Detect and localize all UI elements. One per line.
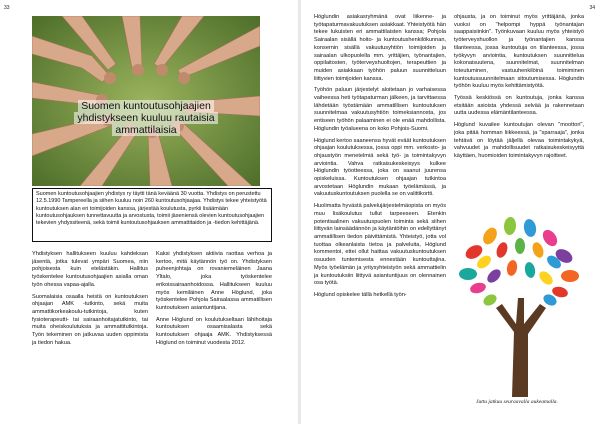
paragraph: Työssä keskiössä on kuntoutuja, jonka kanssa etsitään asioista yhdessä selvää ja rakennetaan uutta uudessa elämäntilanteessa.	[454, 95, 584, 117]
paragraph: Höglund opiskelee tällä hetkellä työn-	[314, 291, 407, 298]
left-page	[0, 0, 298, 424]
continuation-caption: Juttu jatkuu seuraavalla aukeamalla.	[476, 399, 558, 405]
paragraph: Höglundin asiakasryhmänä ovat liikenne- ja työtapaturmavakuutuksen asiakkaat. Yhteistyötä hän tekee lukuisten eri ammattilaisten kanssa; Pohjola Sairaalan sisällä hoito- ja kuntoutushenkilökunnan, konsernin sisällä vakuutusyhtiön toimijoiden ja sairaalan ulkopuolella mm. yrittäjien, työnantajien, oppilaitosten, työterveyshuoltojen, terapeuttien ja muiden asiakkaan työhön paluun suunnitteluun liittyvien toimijoiden kanssa.	[314, 14, 446, 82]
photo-title	[32, 100, 260, 136]
paragraph: Höglund kuvailee kuntoutujan olevan "moottori", joka pitää homman liikkeessä, ja "sparraaja", jonka tehtävä on löytää jäljellä olevaa toimintakykyä, vahvuudet ja mahdollisuudet ratkaisukeskeisyyttä käyttäen, huomioiden toimintakyvyn rajoitteet.	[454, 122, 584, 159]
paragraph: Työhön paluun järjestelyt aloitetaan jo varhaisessa vaiheessa heti työtapaturman jälkeen, ja tarvittaessa lähdetään työstämään ammatillisen kuntoutuksen suunnitelmaa vakuutusyhtiön toimeksiannosta, jos entiseen työhön palaaminen ei ole enää mahdollista. Höglundin työalueena on koko Pohjois-Suomi.	[314, 87, 446, 132]
page-number-right: 34	[589, 5, 595, 11]
page-number-left: 33	[4, 5, 10, 11]
paragraph: Huolimatta hyvästä palvelujärjestelmäopista on myös muu lisäkoulutus tullut tarpeeseen. Etenkin potentiaalinen vakuutuspuolen toiminta sekä siihen liittyvän lainsäädännön ja käytäntöihin on edellyttänyt ammatillisen tiedon päivittämistä. Yhteistyö, jotta vol tuottaa olkeanlaista tietoa ja palveluita, Höglund kommentoi, ettei ollut haittaa vakuutuskuntoutuksen osuuden tuntemisesta ennestään kuntouttajina. Myös työelämän ja yritysyhteistyön sekä ammattielin ja kuntoutuksiin liittyvä asiantuntijuus on olennainen osa työtä.	[314, 203, 446, 287]
hands-photo	[32, 16, 260, 186]
intro-box: Suomen kuntoutusohjaajien yhdistys ry täytti tänä keväänä 30 vuotta. Yhdistys on perustettu 12.5.1990 Tampereella ja siihen kuuluu noin 260 kuntoutusohjaajaa. Yhdistys tekee yhteistyötä kuntoutuksen alan eri toimijoiden kanssa, järjestää koulutusta, pyrkii lisäämään kuntoutusohjauksen tunnettavuutta ja arvostusta, toimii jäseniensä olevien kuntoutusohjaajien tekevien yhdyssiteenä, sekä toimii kuntoutusohjauksen ammattitaidon ja -tiedon kehittäjänä.	[32, 188, 272, 242]
paragraph: Anne Höglund on koulutukseltaan lähihoitaja kuntoutuksen osaamisalasta sekä kuntoutuksen ohjaaja AMK. Yhdistyksessä Höglund on toiminut vuodesta 2012.	[156, 316, 272, 346]
right-column-2	[454, 14, 584, 209]
paragraph: Kaksi yhdistyksen aktiivia raottaa verhoa ja kertoo, mitä käytännön työ on. Yhdistyksen puheenjohtaja on rovaniemeläinen Jaana Yltalo, joka työskentelee erikoissairaanhoidossa. Hallitukseen kuuluu myös kemiläinen Anne Höglund, joka työskentelee Pohjola Sairaalassa ammatillisen kuntoutuksen asiantuntijana.	[156, 251, 272, 311]
photo-title-line-2: yhdistykseen kuuluu rautaisia	[74, 112, 217, 124]
hands-tree-illustration	[454, 212, 582, 397]
left-column-1	[32, 251, 148, 416]
photo-title-line-3: ammattilaisia	[112, 124, 179, 136]
paragraph: Höglund kertoo saaneensa hyvät eväät kuntoutuksen ohjaajan koulutuksessa, jossa oppi mm. verkosto- ja ohjaustyön menetelmiä sekä työ- ja toimintakyvyn arviointia. Vahva ratkaisukeskeisyys kulkee Höglundin työotteessa, joka on saanut juurensa opiskeluissa. Kuntoutuksen ohjaajan tutkintoa arvostetaan Höglundin mukaan työelämässä, ja vakuutuskuntoutuksen puolella se on valittikortti.	[314, 137, 446, 198]
left-column-2	[156, 251, 272, 416]
right-column-1	[314, 14, 446, 416]
paragraph: Yhdistyksen hallitukseen kuuluu kahdeksan jäsentä, jotka tulevat ympäri Suomea, niin pohjoisesta kuin etelästäkin. Hallitus työskentelee kuntoutusohjaajien asialla oman työn ohessa vapaa-ajalla.	[32, 251, 148, 288]
photo-title-line-1: Suomen kuntoutusohjaajien	[78, 100, 214, 112]
paragraph: Suomalaisia osaalla heistä on kuntoutuksen ohjaajan AMK -tutkinto, sekä muita ammattikorkeakoulu-tutkintoja, kuten fysioterapeutti- tai sairaanhoitajatutkinto, tai muita oheiskoulutuksia ja ammattitutkintoja. Työn tekeminen on jatkuvaa uuden oppimista ja tiedon hakua.	[32, 293, 148, 346]
paragraph: ohjausta, ja on toiminut myös yrittäjänä, jonka vuoksi on "helpompi hyppä työnantajan saappaisiinkin". Työnkuvaan kuuluu myös yhteistyö työterveyshuollon ja työnantajien kanssa tilanteessa, jossa kuntoutuja on tilanteessa, jossa työkyvyn arviointia, kuntoutuksen suunnittelua kokonaisuutena, suunnitelmat, suunnitelman toteutuminen, vastuuhenkilöinä toimiminen kuntoutussuunnitelmaan sitoutumisessa. Höglundin työhön kuuluu myös kehittämistyötä.	[454, 14, 584, 90]
